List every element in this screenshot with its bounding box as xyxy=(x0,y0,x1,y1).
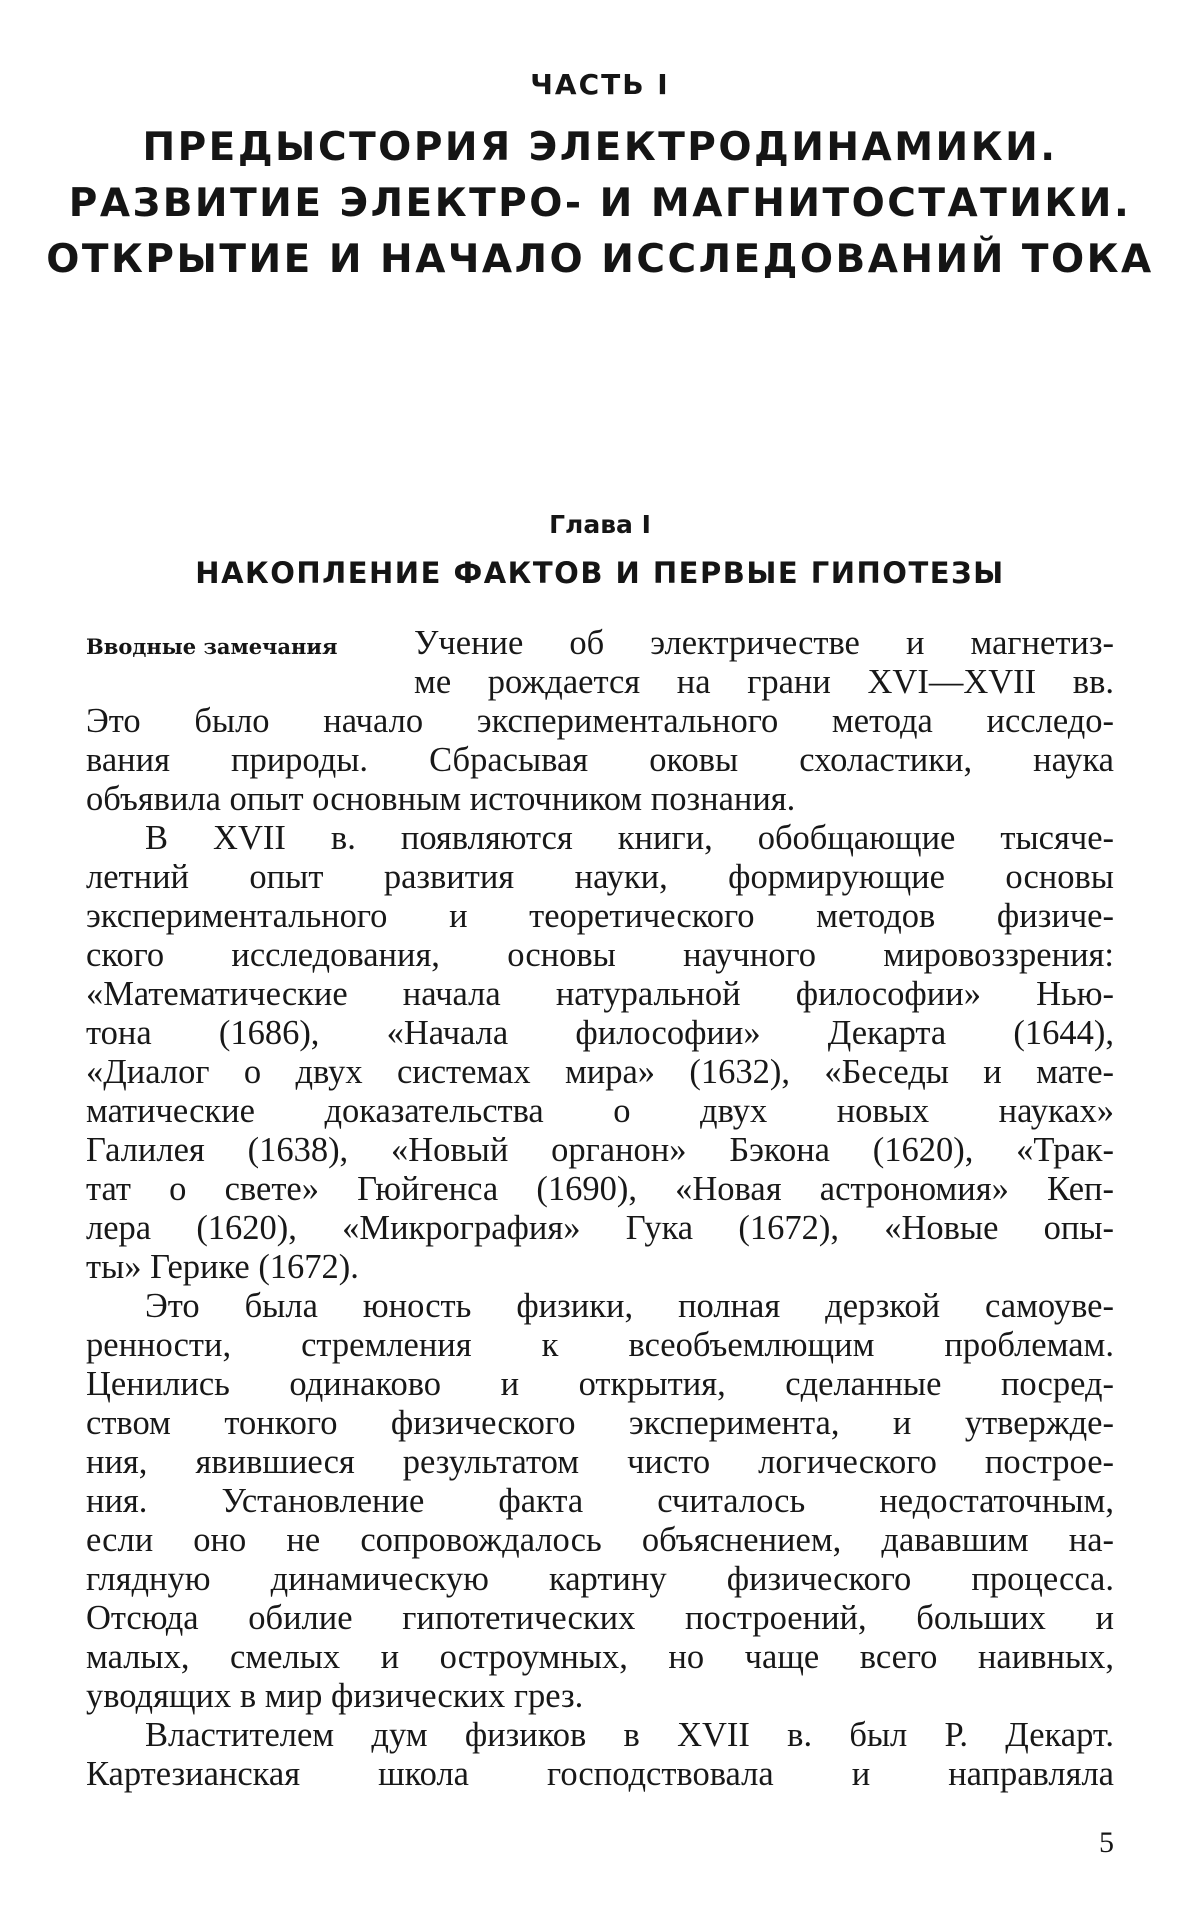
part-title-line: ПРЕДЫСТОРИЯ ЭЛЕКТРОДИНАМИКИ. xyxy=(142,125,1058,170)
text-line: матические доказательства о двух новых науках» xyxy=(86,1092,1114,1130)
text-line: ме рождается на грани XVI—XVII вв. xyxy=(414,663,1114,701)
text-line: летний опыт развития науки, формирующие основы xyxy=(86,858,1114,896)
margin-heading: Вводные замечания xyxy=(86,634,338,659)
text-line: ством тонкого физического эксперимента, и утвержде- xyxy=(86,1404,1114,1442)
text-line: глядную динамическую картину физического процесса. xyxy=(86,1560,1114,1598)
text-line: «Диалог о двух системах мира» (1632), «Беседы и мате- xyxy=(86,1053,1114,1091)
text-line: Это было начало экспериментального метода исследо- xyxy=(86,702,1114,740)
text-line: уводящих в мир физических грез. xyxy=(86,1677,584,1715)
text-line: Властителем дум физиков в XVII в. был Р. Декарт. xyxy=(145,1716,1114,1754)
part-title-line: РАЗВИТИЕ ЭЛЕКТРО- И МАГНИТОСТАТИКИ. xyxy=(68,181,1132,226)
text-line: Отсюда обилие гипотетических построений, больших и xyxy=(86,1599,1114,1637)
text-line: Галилея (1638), «Новый органон» Бэкона (1620), «Трак- xyxy=(86,1131,1114,1169)
text-line: Учение об электричестве и магнетиз- xyxy=(414,624,1114,662)
page-number: 5 xyxy=(1099,1826,1114,1859)
chapter-label: Глава I xyxy=(549,510,651,539)
text-line: ренности, стремления к всеобъемлющим проблемам. xyxy=(86,1326,1114,1364)
text-line: малых, смелых и остроумных, но чаще всего наивных, xyxy=(86,1638,1114,1676)
text-line: Картезианская школа господствовала и направляла xyxy=(86,1755,1114,1793)
part-label: ЧАСТЬ I xyxy=(530,68,670,101)
chapter-title: НАКОПЛЕНИЕ ФАКТОВ И ПЕРВЫЕ ГИПОТЕЗЫ xyxy=(195,556,1005,590)
text-line: тона (1686), «Начала философии» Декарта (1644), xyxy=(86,1014,1114,1052)
part-title xyxy=(0,120,1200,288)
text-line: если оно не сопровождалось объяснением, дававшим на- xyxy=(86,1521,1114,1559)
text-line: ния, явившиеся результатом чисто логического построе- xyxy=(86,1443,1114,1481)
text-line: тат о свете» Гюйгенса (1690), «Новая астрономия» Кеп- xyxy=(86,1170,1114,1208)
text-line: ты» Герике (1672). xyxy=(86,1248,359,1286)
text-line: лера (1620), «Микрография» Гука (1672), «Новые опы- xyxy=(86,1209,1114,1247)
text-line: «Математические начала натуральной философии» Нью- xyxy=(86,975,1114,1013)
text-line: вания природы. Сбрасывая оковы схоластики, наука xyxy=(86,741,1114,779)
text-line: Это была юность физики, полная дерзкой самоуве- xyxy=(145,1287,1114,1325)
text-line: объявила опыт основным источником познания. xyxy=(86,780,796,818)
text-line: ния. Установление факта считалось недостаточным, xyxy=(86,1482,1114,1520)
text-line: ского исследования, основы научного мировоззрения: xyxy=(86,936,1114,974)
text-line: В XVII в. появляются книги, обобщающие тысяче- xyxy=(145,819,1114,857)
text-line: экспериментального и теоретического методов физиче- xyxy=(86,897,1114,935)
text-line: Ценились одинаково и открытия, сделанные посред- xyxy=(86,1365,1114,1403)
part-title-line: ОТКРЫТИЕ И НАЧАЛО ИССЛЕДОВАНИЙ ТОКА xyxy=(46,237,1154,282)
